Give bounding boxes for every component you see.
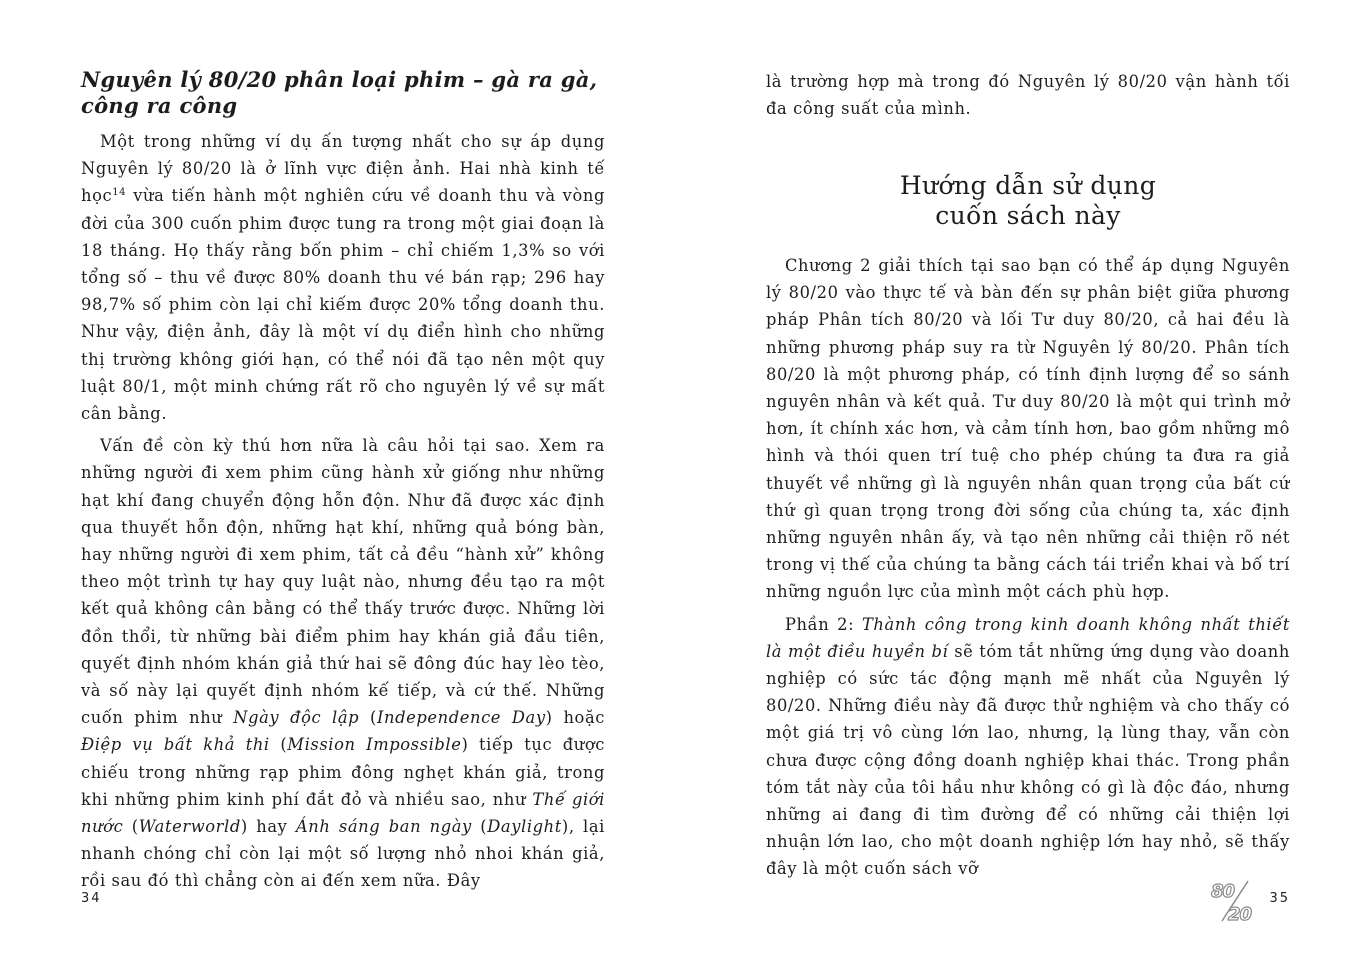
chapter-heading-line: Hướng dẫn sử dụng (899, 171, 1157, 200)
text-run: sẽ tóm tắt những ứng dụng vào doanh nghiệp có sức tác động mạnh mẽ nhất của Nguyên lý 80/20. Những điều này đã được thử nghiệm và cho thấy có một giá trị vô cùng lớn lao, nhưng, lạ lùng thay, vẫn còn chưa được cộng đồng doanh nghiệp khai thác. Trong phần tóm tắt này của tôi hầu như không có gì là độc đáo, nhưng những ai đang đi tìm đường để có những cải thiện lợi nhuận lớn lao, cho một doanh nghiệp lớn hay nhỏ, sẽ thấy đây là một cuốn sách vỡ (766, 641, 1290, 879)
logo-text-top: 80 (1211, 881, 1235, 902)
text-run: ) hay (240, 817, 296, 837)
movie-title: Ngày độc lập (233, 708, 360, 728)
movie-title: Thế giới nước (81, 789, 605, 837)
movie-title: Waterworld (138, 817, 241, 837)
text-run: Chương 2 giải thích tại sao bạn có thể áp dụng Nguyên lý 80/20 vào thực tế và bàn đến sự phân biệt giữa phương pháp Phân tích 80/20 và lối Tư duy 80/20, cả hai đều là những phương pháp suy ra từ Nguyên lý 80/20. Phân tích 80/20 là một phương pháp, có tính định lượng để so sánh nguyên nhân và kết quả. Tư duy 80/20 là một qui trình mở hơn, ít chính xác hơn, và cảm tính hơn, bao gồm những mô hình và thói quen trí tuệ cho phép chúng ta đưa ra giả thuyết về những gì là nguyên nhân quan trọng của bất cứ thứ gì quan trọng trong đời sống của chúng ta, xác định những nguyên nhân ấy, và tạo nên những cải thiện rõ nét trong vị thế của chúng ta bằng cách tái triển khai và bố trí những nguồn lực của mình một cách phù hợp. (766, 256, 1290, 602)
paragraph (81, 432, 605, 894)
movie-title: Daylight (487, 817, 562, 837)
book-part-title: Thành công trong kinh doanh không nhất thiết là một điều huyền bí (766, 614, 1290, 661)
movie-title: Ánh sáng ban ngày (295, 817, 472, 837)
page-number: 35 (1269, 891, 1290, 906)
continued-text (766, 68, 1290, 122)
page-number: 34 (81, 891, 102, 906)
footnote-reference: 14 (112, 187, 127, 199)
text-run: ( (359, 708, 378, 728)
text-run: vừa tiến hành một nghiên cứu về doanh thu và vòng đời của 300 cuốn phim được tung ra trong một giai đoạn là 18 tháng. Họ thấy rằng bốn phim – chỉ chiếm 1,3% so với tổng số – thu về được 80% doanh thu vé bán rạp; 296 hay 98,7% số phim còn lại chỉ kiếm được 20% tổng doanh thu. Như vậy, điện ảnh, đây là một ví dụ điển hình cho những thị trường không giới hạn, có thể nói đã tạo nên một quy luật 80/1, một minh chứng rất rõ cho nguyên lý về sự mất cân bằng. (81, 186, 605, 424)
text-run: Phần 2: (785, 614, 862, 634)
left-page (81, 0, 605, 969)
text-run: ( (269, 735, 288, 755)
paragraph: là trường hợp mà trong đó Nguyên lý 80/20 vận hành tối đa công suất của mình. (766, 72, 1290, 119)
text-run: Vấn đề còn kỳ thú hơn nữa là câu hỏi tại sao. Xem ra những người đi xem phim cũng hành xử giống như những hạt khí đang chuyển động hỗn độn. Như đã được xác định qua thuyết hỗn độn, những hạt khí, những quả bóng bàn, hay những người đi xem phim, tất cả đều “hành xử” không theo một trình tự hay quy luật nào, nhưng đều tạo ra một kết quả không cân bằng có thể thấy trước được. Những lời đồn thổi, từ những bài điểm phim hay khán giả đầu tiên, quyết định nhóm khán giả thứ hai sẽ đông đúc hay lèo tèo, và số này lại quyết định nhóm kế tiếp, và cứ thế. Những cuốn phim như (81, 436, 605, 728)
text-run: ( (471, 817, 488, 837)
chapter-heading (766, 171, 1290, 231)
movie-title: Điệp vụ bất khả thi (81, 735, 270, 755)
movie-title: Independence Day (377, 708, 546, 728)
text-run: ), lại nhanh chóng chỉ còn lại một số lượng nhỏ nhoi khán giả, rồi sau đó thì chẳng còn ai đến xem nữa. Đây (81, 817, 605, 891)
paragraph (81, 128, 605, 427)
right-page (766, 0, 1290, 969)
text-run: ) tiếp tục được chiếu trong những rạp phim đông nghẹt khán giả, trong khi những phim kinh phí đắt đỏ và nhiều sao, như (81, 735, 605, 809)
text-run: Một trong những ví dụ ấn tượng nhất cho sự áp dụng Nguyên lý 80/20 là ở lĩnh vực điện ảnh. Hai nhà kinh tế học (81, 132, 605, 206)
paragraph (766, 611, 1290, 883)
section-title: Nguyên lý 80/20 phân loại phim – gà ra gà, công ra công (81, 67, 598, 118)
text-run: ) hoặc (545, 708, 605, 728)
right-body-text (766, 252, 1290, 883)
movie-title: Mission Impossible (287, 735, 462, 755)
paragraph (766, 252, 1290, 606)
left-body-text (81, 128, 605, 895)
text-run: ( (123, 817, 139, 837)
logo-text-bottom: 20 (1228, 904, 1252, 925)
chapter-heading-line: cuốn sách này (935, 201, 1121, 230)
book-logo (1206, 875, 1262, 925)
